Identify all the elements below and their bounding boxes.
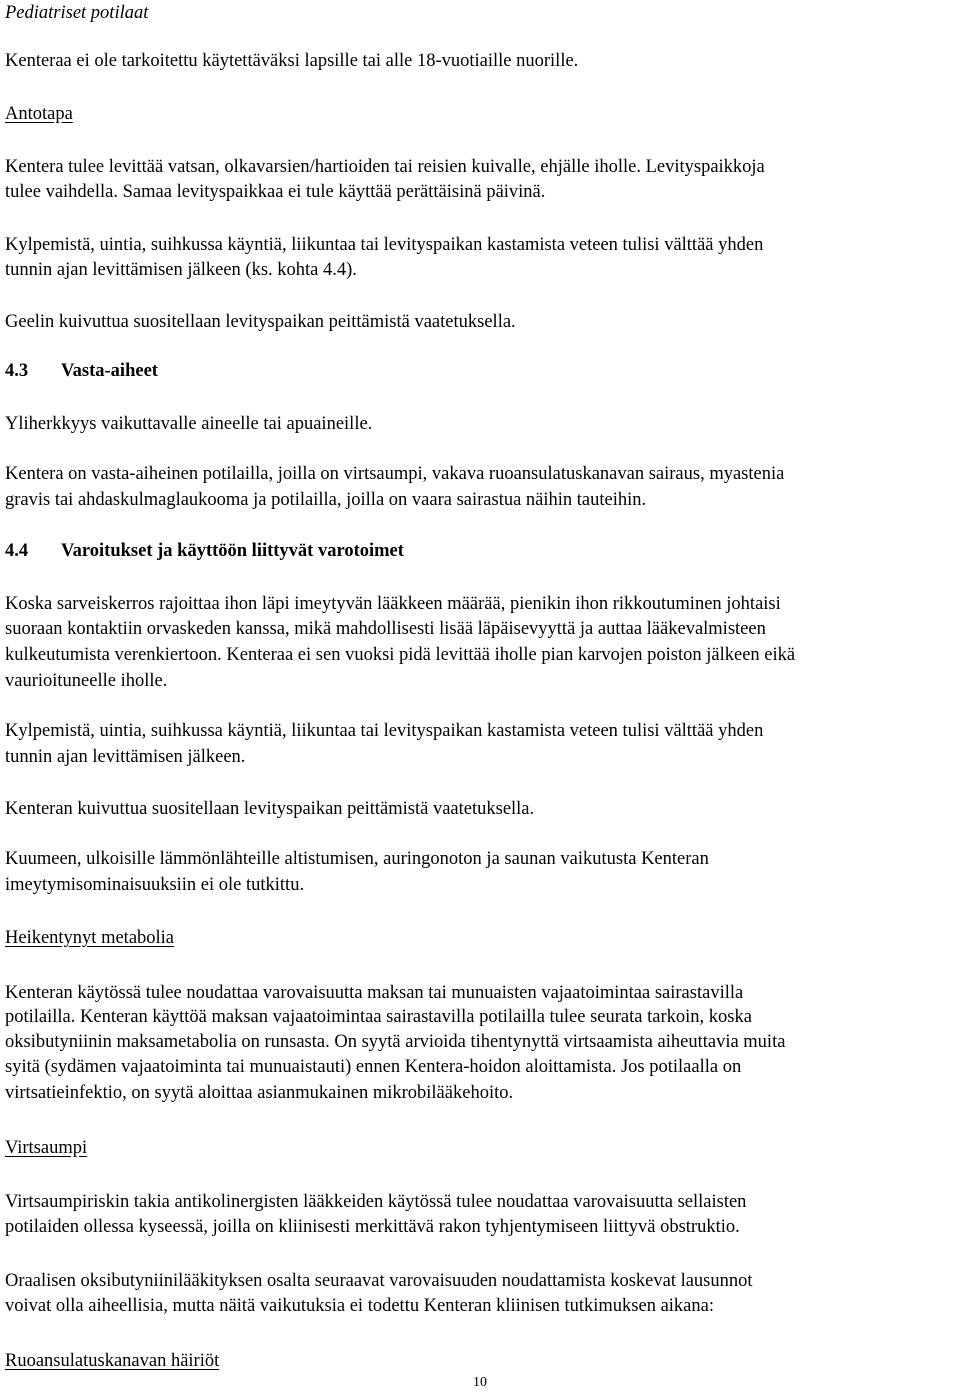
paragraph-administration-1-line-2: tulee vaihdella. Samaa levityspaikkaa ei tule käyttää perättäisinä päivinä.: [5, 182, 546, 202]
paragraph-administration-3: Geelin kuivuttua suositellaan levityspaikan peittämistä vaatetuksella.: [5, 312, 516, 332]
paragraph-contraindications-2-line-2: gravis tai ahdaskulmaglaukooma ja potilailla, joilla on vaara sairastua näihin tauteihin.: [5, 490, 647, 510]
section-title: Vasta-aiheet: [61, 361, 158, 381]
paragraph-retention-2-line-1: Oraalisen oksibutyniinilääkityksen osalta seuraavat varovaisuuden noudattamista koskevat lausunnot: [5, 1271, 753, 1291]
heading-metabolism: Heikentynyt metabolia: [5, 928, 175, 948]
page-number: 10: [473, 1375, 487, 1390]
heading-warnings: [5, 538, 404, 564]
section-number: 4.3: [5, 361, 29, 381]
paragraph-pediatric: Kenteraa ei ole tarkoitettu käytettäväksi lapsille tai alle 18-vuotiaille nuorille.: [5, 51, 579, 71]
paragraph-metabolism-line-3: oksibutyniinin maksametabolia on runsasta. On syytä arvioida tihentynyttä virtsaamista aiheuttavia muita: [5, 1032, 786, 1052]
heading-gi: Ruoansulatuskanavan häiriöt: [5, 1351, 220, 1371]
paragraph-metabolism-line-4: syitä (sydämen vajaatoiminta tai munuaistauti) ennen Kentera-hoidon aloittamista. Jos potilaalla on: [5, 1057, 742, 1077]
paragraph-metabolism-line-2: potilailla. Kenteran käyttöä maksan vajaatoimintaa sairastavilla potilailla tulee seurata tarkoin, koska: [5, 1007, 752, 1027]
paragraph-administration-2-line-2: tunnin ajan levittämisen jälkeen (ks. kohta 4.4).: [5, 260, 357, 280]
section-title: Varoitukset ja käyttöön liittyvät varotoimet: [61, 541, 404, 561]
heading-administration: Antotapa: [5, 104, 73, 124]
paragraph-warnings-2-line-1: Kylpemistä, uintia, suihkussa käyntiä, liikuntaa tai levityspaikan kastamista veteen tulisi välttää yhden: [5, 721, 764, 741]
paragraph-administration-1-line-1: Kentera tulee levittää vatsan, olkavarsien/hartioiden tai reisien kuivalle, ehjälle iholle. Levityspaikkoja: [5, 157, 765, 177]
paragraph-contraindications-2-line-1: Kentera on vasta-aiheinen potilailla, joilla on virtsaumpi, vakava ruoansulatuskanavan sairaus, myastenia: [5, 464, 785, 484]
paragraph-warnings-1-line-3: kulkeutumista verenkiertoon. Kenteraa ei sen vuoksi pidä levittää iholle pian karvojen poiston jälkeen eikä: [5, 645, 796, 665]
paragraph-metabolism-line-1: Kenteran käytössä tulee noudattaa varovaisuutta maksan tai munuaisten vajaatoimintaa sairastavilla: [5, 983, 744, 1003]
paragraph-retention-2-line-2: voivat olla aiheellisia, mutta näitä vaikutuksia ei todettu Kenteran kliinisen tutkimuksen aikana:: [5, 1296, 714, 1316]
paragraph-warnings-1-line-2: suoraan kontaktiin orvaskeden kanssa, mikä mahdollisesti lisää läpäisevyyttä ja auttaa lääkevalmisteen: [5, 619, 766, 639]
paragraph-administration-2-line-1: Kylpemistä, uintia, suihkussa käyntiä, liikuntaa tai levityspaikan kastamista veteen tulisi välttää yhden: [5, 235, 764, 255]
paragraph-contraindications-1: Yliherkkyys vaikuttavalle aineelle tai apuaineille.: [5, 414, 373, 434]
paragraph-retention-1-line-2: potilaiden ollessa kyseessä, joilla on kliinisesti merkittävä rakon tyhjentymiseen liittyvä obstruktio.: [5, 1217, 740, 1237]
paragraph-retention-1-line-1: Virtsaumpiriskin takia antikolinergisten lääkkeiden käytössä tulee noudattaa varovaisuutta sellaisten: [5, 1192, 747, 1212]
heading-contraindications: [5, 358, 158, 384]
section-number: 4.4: [5, 541, 29, 561]
paragraph-warnings-4-line-2: imeytymisominaisuuksiin ei ole tutkittu.: [5, 875, 305, 895]
heading-pediatric: Pediatriset potilaat: [5, 3, 149, 23]
paragraph-warnings-2-line-2: tunnin ajan levittämisen jälkeen.: [5, 747, 246, 767]
paragraph-warnings-1-line-1: Koska sarveiskerros rajoittaa ihon läpi imeytyvän lääkkeen määrää, pienikin ihon rikkoutuminen johtaisi: [5, 594, 781, 614]
paragraph-warnings-3: Kenteran kuivuttua suositellaan levityspaikan peittämistä vaatetuksella.: [5, 799, 535, 819]
paragraph-metabolism-line-5: virtsatieinfektio, on syytä aloittaa asianmukainen mikrobilääkehoito.: [5, 1083, 514, 1103]
paragraph-warnings-4-line-1: Kuumeen, ulkoisille lämmönlähteille altistumisen, auringonoton ja saunan vaikutusta Kenteran: [5, 849, 709, 869]
paragraph-warnings-1-line-4: vaurioituneelle iholle.: [5, 671, 168, 691]
heading-retention: Virtsaumpi: [5, 1138, 88, 1158]
